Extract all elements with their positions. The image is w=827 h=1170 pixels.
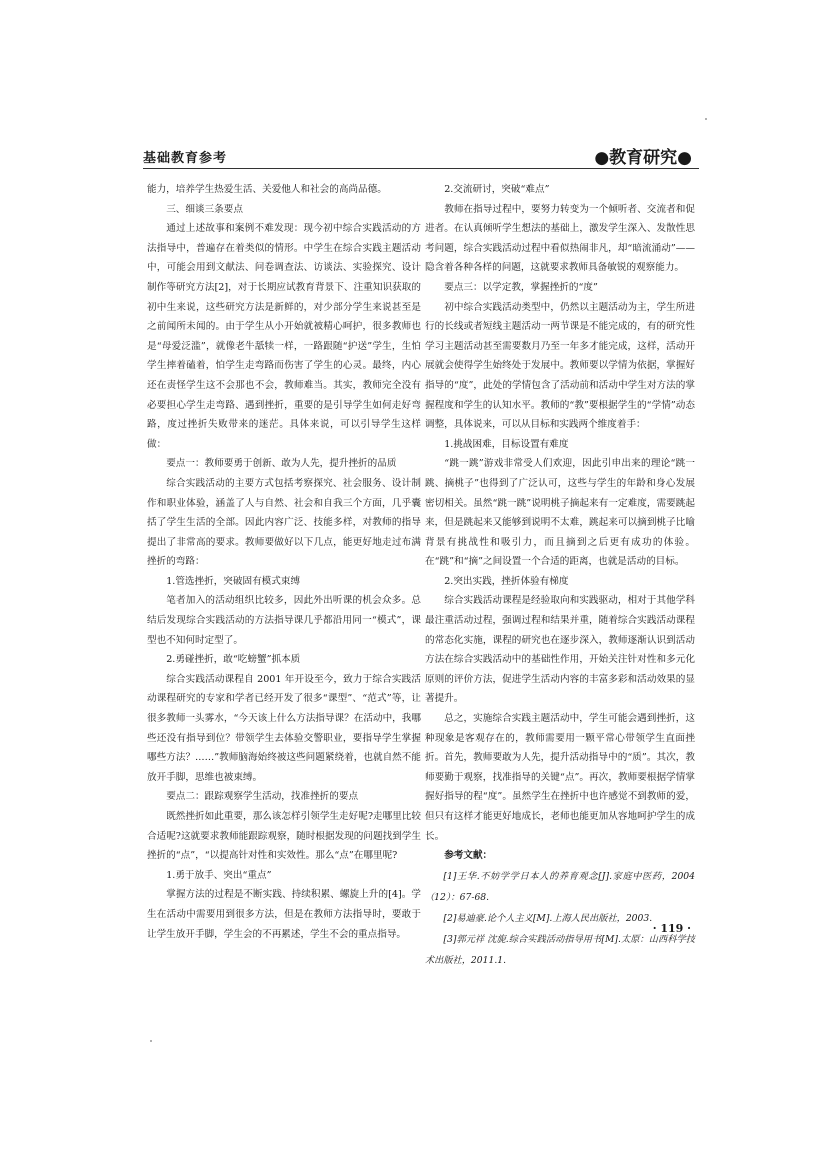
paragraph: 初中综合实践活动类型中，仍然以主题活动为主，学生所进行的长线或者短线主题活动一两节课是不能完成的，有的研究性学习主题活动甚至需要数月乃至一年多才能完成，这样，活动开展就会使得学生始终处于发展中。教师要以学情为依据，掌握好指导的“度”，此处的学情包含了活动前和活动中学生对方法的掌握程度和学生的认知水平。教师的“教”要根据学生的“学情”动态调整，具体说来，可以从目标和实践两个维度着手： [425,301,695,431]
section-heading: 要点一：教师要勇于创新、敢为人先，提升挫折的品质 [166,458,397,470]
reference-item: [3]郭元祥 沈旎.综合实践活动指导用书[M].太原：山西科学技术出版社，2011.1. [425,933,695,966]
section-heading: 2.突出实践，挫折体验有梯度 [444,575,569,587]
page-number: · 119 · [652,922,691,935]
paragraph: 综合实践活动的主要方式包括考察探究、社会服务、设计制作和职业体验，涵盖了人与自然、社会和自我三个方面，几乎囊括了学生生活的全部。因此内容广泛、技能多样，对教师的指导提出了非常高的要求。教师要做好以下几点，能更好地走过布满挫折的弯路： [147,477,421,568]
paragraph: 既然挫折如此重要，那么该怎样引领学生走好呢?走哪里比较合适呢?这就要求教师能跟踪观察，随时根据发现的问题找到学生挫折的“点”，“以提高针对性和实效性。那么“点”在哪里呢? [147,811,421,862]
header-left: 基础教育参考 [143,151,228,166]
paragraph: 教师在指导过程中，要努力转变为一个倾听者、交流者和促进者。在认真倾听学生想法的基础上，激发学生深入、发散性思考问题，综合实践活动过程中看似热闹非凡，却“暗流涌动”——隐含着各种各样的问题，这就要求教师具备敏锐的观察能力。 [425,203,695,274]
header-rule [143,168,699,169]
section-heading: 1.挑战困难，目标设置有难度 [444,438,569,450]
paragraph: 能力，培养学生热爱生活、关爱他人和社会的高尚品德。 [147,184,387,195]
left-column [147,180,421,944]
section-heading: 1.勇于放手、突出“重点” [166,869,272,881]
references-title: 参考文献： [444,850,493,862]
paragraph: 通过上述故事和案例不难发现：现今初中综合实践活动的方法指导中，普遍存在着类似的情形。中学生在综合实践主题活动中，可能会用到文献法、问卷调查法、访谈法、实验探究、设计制作等研究方法[2]，对于长期应试教育背景下、注重知识获取的初中生来说，这些研究方法是新鲜的，对少部分学生来说甚至是之前闻所未闻的。由于学生从小开始就被精心呵护，很多教师也是“母爱泛滥”，就像老牛舐犊一样，一路跟随“护送”学生，生怕学生摔着磕着，怕学生走弯路而伤害了学生的心灵。最终，内心还在责怪学生这不会那也不会，教师难当。其实，教师完全没有必要担心学生走弯路、遇到挫折，重要的是引导学生如何走好弯路，度过挫折失败带来的迷茫。具体来说，可以引导学生这样做： [147,223,421,450]
section-heading: 三、细谈三条要点 [166,203,243,215]
section-heading: 1.管选挫折，突破固有模式束缚 [166,575,301,587]
paragraph: 综合实践活动课程自 2001 年开设至今，致力于综合实践活动课程研究的专家和学者已经开发了很多“课型”、“范式”等，让很多教师一头雾水，“今天该上什么方法指导课？在活动中，我哪些还没有指导到位？带领学生去体验交警职业，要指导学生掌握哪些方法？……”教师脑海始终被这些问题紧绕着，也就自然不能放开手脚，思维也被束缚。 [147,673,421,783]
scan-speck [705,118,707,120]
header-right: ●教育研究● [594,148,692,168]
paragraph: “跳一跳”游戏非常受人们欢迎，因此引申出来的理论“跳一跳、摘桃子”也得到了广泛认可，这些与学生的年龄和身心发展密切相关。虽然“跳一跳”说明桃子摘起来有一定难度，需要跳起来，但是跳起来又能够到说明不太难，跳起来可以摘到桃子比喻背景有挑战性和吸引力，而且摘到之后更有成功的体验。在“跳”和“摘”之间设置一个合适的距离，也就是活动的目标。 [425,458,695,568]
right-column [425,180,695,971]
reference-item: [1]王华.不妨学学日本人的养育观念[J].家庭中医药，2004（12）：67-68. [425,870,695,903]
paragraph: 综合实践活动课程是经验取向和实践驱动，相对于其他学科最注重活动过程，强调过程和结果并重，随着综合实践活动课程的常态化实施，课程的研究也在逐步深入，教师逐渐认识到活动方法在综合实践活动中的基础性作用，开始关注针对性和多元化原则的评价方法，促进学生活动内容的丰富多彩和活动效果的显著提升。 [425,595,695,705]
paragraph: 掌握方法的过程是不断实践、持续积累、螺旋上升的[4]。学生在活动中需要用到很多方法，但是在教师方法指导时，要敢于让学生放开手脚，学生会的不再累述，学生不会的重点指导。 [147,889,421,940]
paragraph: 笔者加入的活动组织比较多，因此外出听课的机会众多。总结后发现综合实践活动的方法指导课几乎都沿用同一“模式”，课型也不知何时定型了。 [147,595,421,646]
section-heading: 要点二：跟踪观察学生活动，找准挫折的要点 [166,791,359,803]
paragraph: 总之，实施综合实践主题活动中，学生可能会遇到挫折，这种现象是客观存在的，教师需要用一颗平常心带领学生直面挫折。首先，教师要敢为人先，提升活动指导中的“质”。其次，教师要勤于观察，找准指导的关键“点”。再次，教师要根据学情掌握好指导的程“度”。虽然学生在挫折中也许感觉不到教师的爱，但只有这样才能更好地成长，老师也能更加从容地呵护学生的成长。 [425,713,695,842]
section-heading: 2.勇碰挫折，敢“吃螃蟹”抓本质 [166,654,301,666]
section-heading: 要点三：以学定教，掌握挫折的“度” [444,281,598,293]
scan-speck [150,1040,152,1042]
reference-item: [2]易迪豪.论个人主义[M].上海人民出版社，2003. [443,912,653,924]
section-heading: 2.交流研讨，突破“难点” [444,184,550,195]
